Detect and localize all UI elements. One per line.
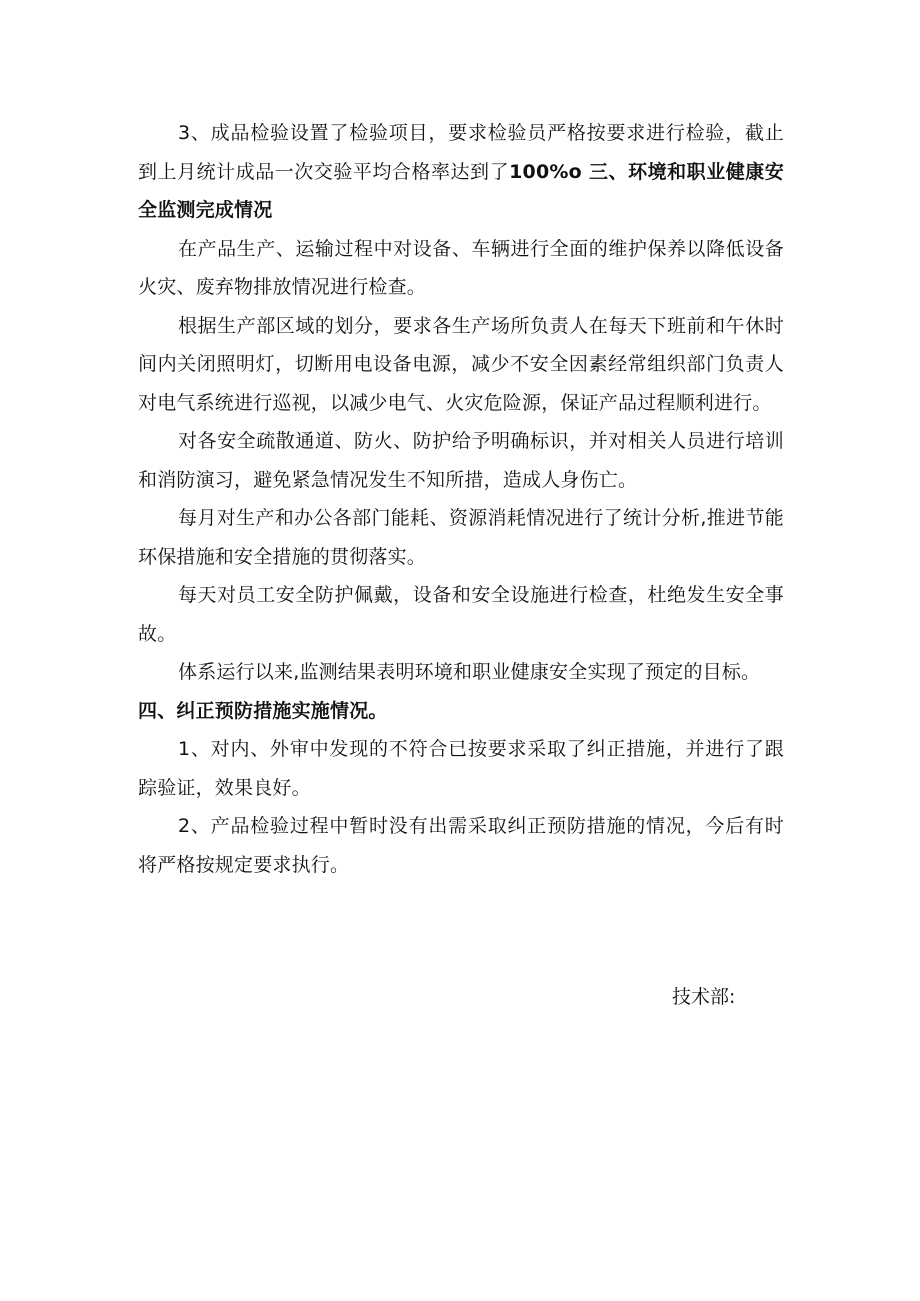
paragraph-daily-safety-check: 每天对员工安全防护佩戴，设备和安全设施进行检查，杜绝发生安全事故。 — [138, 584, 784, 645]
paragraph-inspection-text: 3、成品检验设置了检验项目，要求检验员严格按要求进行检验，截止到上月统计成品一次交验平均合格率达到了 — [138, 122, 784, 183]
section-heading-environment-health-safety: 100%o 三、环境和职业健康安全监测完成情况 — [138, 160, 784, 221]
paragraph-area-responsibility: 根据生产部区域的划分，要求各生产场所负责人在每天下班前和午休时间内关闭照明灯，切断用电设备电源，减少不安全因素经常组织部门负责人对电气系统进行巡视，以减少电气、火灾危险源，保证产品过程顺利进行。 — [138, 314, 784, 414]
paragraph-system-result: 体系运行以来,监测结果表明环境和职业健康安全实现了预定的目标。 — [178, 661, 761, 683]
signature-department: 技术部: — [672, 986, 736, 1008]
paragraph-energy-statistics: 每月对生产和办公各部门能耗、资源消耗情况进行了统计分析,推进节能环保措施和安全措施的贯彻落实。 — [138, 507, 784, 568]
paragraph-future-actions: 2、产品检验过程中暂时没有出需采取纠正预防措施的情况，今后有时将严格按规定要求执行。 — [138, 815, 784, 876]
section-heading-corrective-actions: 四、纠正预防措施实施情况。 — [138, 699, 388, 722]
document-body — [138, 114, 784, 884]
paragraph-equipment-maintenance: 在产品生产、运输过程中对设备、车辆进行全面的维护保养以降低设备火灾、废弃物排放情况进行检查。 — [138, 237, 784, 298]
paragraph-evacuation-signage: 对各安全疏散通道、防火、防护给予明确标识，并对相关人员进行培训和消防演习，避免紧急情况发生不知所措，造成人身伤亡。 — [138, 430, 784, 491]
paragraph-audit-corrections: 1、对内、外审中发现的不符合已按要求采取了纠正措施，并进行了跟踪验证，效果良好。 — [138, 738, 784, 799]
paragraph-inspection-summary — [138, 114, 784, 230]
